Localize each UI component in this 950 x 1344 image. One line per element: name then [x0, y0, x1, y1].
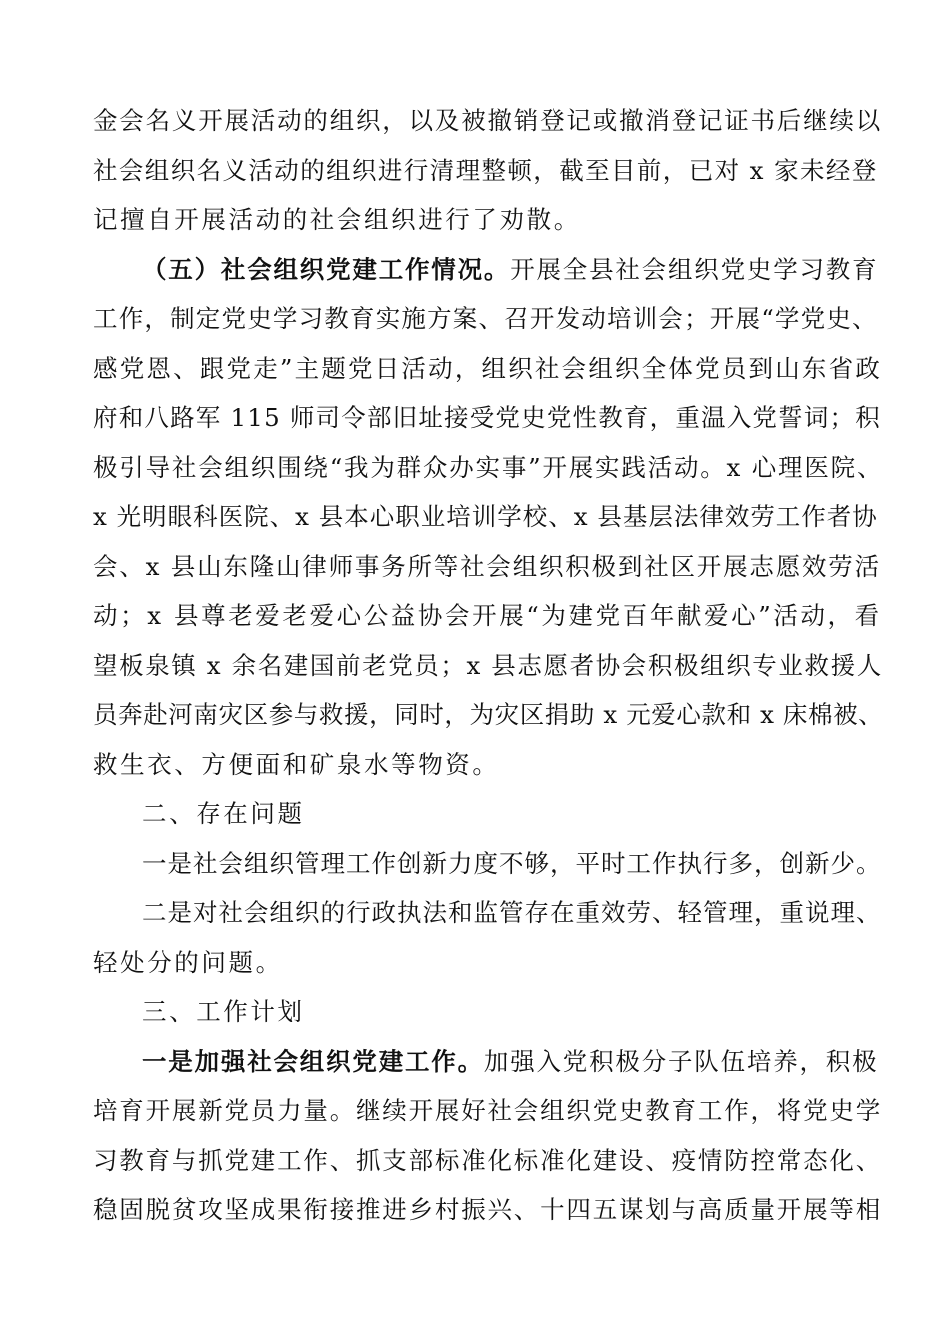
paragraph-bold-lead: （五）社会组织党建工作情况。: [142, 255, 511, 284]
text-line: 二是对社会组织的行政执法和监管存在重效劳、轻管理，重说理、: [142, 898, 882, 927]
text-line: 培育开展新党员力量。继续开展好社会组织党史教育工作，将党史学: [93, 1096, 882, 1125]
paragraph-text: 开展全县社会组织党史学习教育: [510, 255, 879, 284]
paragraph-first-line: [142, 250, 883, 290]
text-line: 记擅自开展活动的社会组织进行了劝散。: [93, 205, 581, 234]
text-line: 极引导社会组织围绕“我为群众办实事”开展实践活动。x 心理医院、: [93, 453, 884, 482]
text-line: 金会名义开展活动的组织，以及被撤销登记或撤消登记证书后继续以: [93, 106, 882, 135]
text-line: 感党恩、跟党走”主题党日活动，组织社会组织全体党员到山东省政: [93, 354, 883, 383]
text-line: 望板泉镇 x 余名建国前老党员；x 县志愿者协会积极组织专业救援人: [93, 651, 883, 680]
text-line: 习教育与抓党建工作、抓支部标准化标准化建设、疫情防控常态化、: [93, 1146, 882, 1175]
paragraph-text: 加强入党积极分子队伍培养，积极: [483, 1047, 879, 1076]
section-heading: 三、工作计划: [142, 997, 305, 1026]
paragraph-first-line: [142, 1042, 883, 1082]
text-line: 会、x 县山东隆山律师事务所等社会组织积极到社区开展志愿效劳活: [93, 552, 881, 581]
paragraph-bold-lead: 一是加强社会组织党建工作。: [142, 1047, 484, 1076]
section-heading: 二、存在问题: [142, 799, 305, 828]
text-line: 一是社会组织管理工作创新力度不够，平时工作执行多，创新少。: [142, 849, 882, 878]
text-line: 员奔赴河南灾区参与救援，同时，为灾区捐助 x 元爱心款和 x 床棉被、: [93, 700, 884, 729]
text-line: x 光明眼科医院、x 县本心职业培训学校、x 县基层法律效劳工作者协: [93, 502, 878, 531]
text-line: 府和八路军 115 师司令部旧址接受党史党性教育，重温入党誓词；积: [93, 403, 881, 432]
text-line: 社会组织名义活动的组织进行清理整顿，截至目前，已对 x 家未经登: [93, 156, 878, 185]
text-line: 救生衣、方便面和矿泉水等物资。: [93, 750, 500, 779]
text-line: 稳固脱贫攻坚成果衔接推进乡村振兴、十四五谋划与高质量开展等相: [93, 1195, 882, 1224]
text-line: 工作，制定党史学习教育实施方案、召开发动培训会；开展“学党史、: [93, 304, 878, 333]
text-line: 动；x 县尊老爱老爱心公益协会开展“为建党百年献爱心”活动，看: [93, 601, 882, 630]
text-line: 轻处分的问题。: [93, 948, 283, 977]
